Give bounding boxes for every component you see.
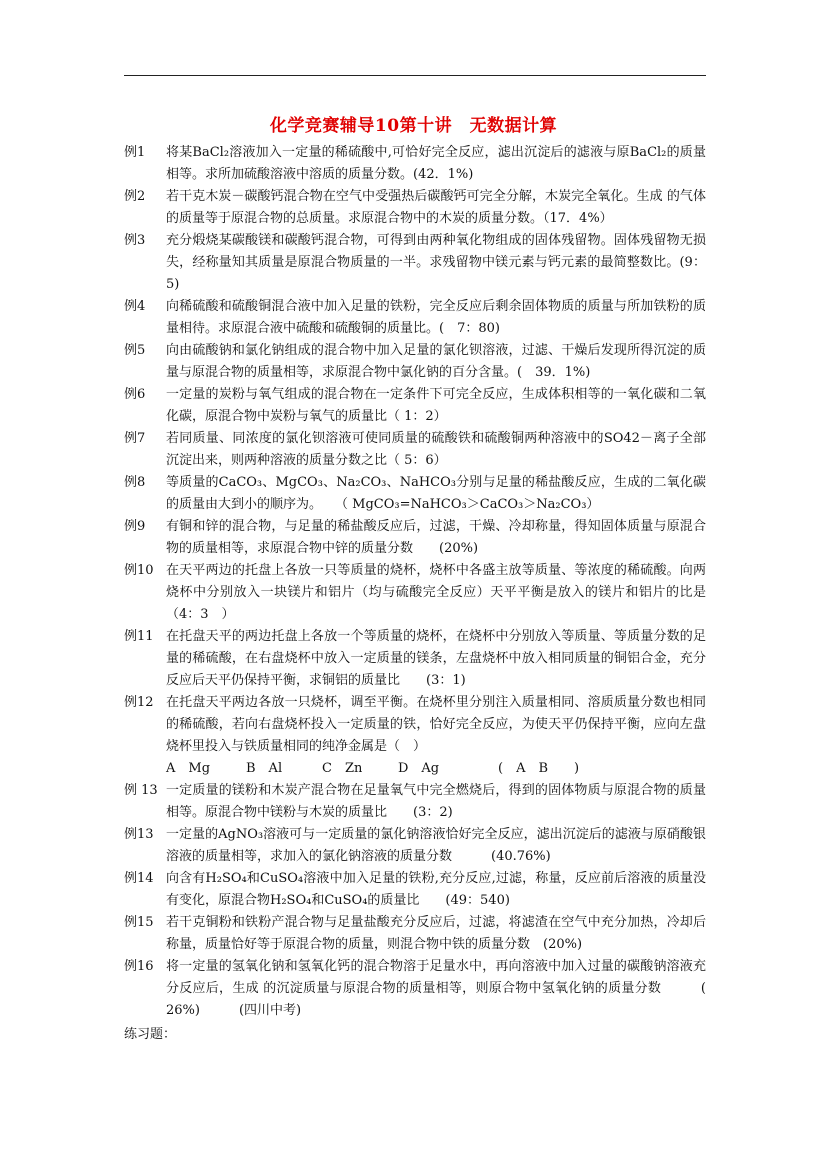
option-c: C Zn — [322, 761, 363, 776]
example-13a — [124, 780, 706, 824]
example-text: 一定量的AgNO₃溶液可与一定质量的氯化钠溶液恰好完全反应，滤出沉淀后的滤液与原硝酸银溶液的质量相等，求加入的氯化钠溶液的质量分数 (40.76%) — [166, 827, 706, 864]
example-12-options — [124, 758, 706, 780]
example-2 — [124, 186, 706, 230]
example-text: 若干克木炭－碳酸钙混合物在空气中受强热后碳酸钙可完全分解，木炭完全氧化。生成 的气体的质量等于原混合物的总质量。求原混合物中的木炭的质量分数。（17．4%） — [166, 189, 706, 226]
example-label: 例16 — [124, 959, 154, 974]
example-label: 例6 — [124, 387, 146, 402]
example-text: 充分煅烧某碳酸镁和碳酸钙混合物，可得到由两种氧化物组成的固体残留物。固体残留物无损失，经称量知其质量是原混合物质量的一半。求残留物中镁元素与钙元素的最简整数比。(9：5) — [166, 233, 706, 292]
example-12 — [124, 692, 706, 758]
example-label: 例15 — [124, 915, 154, 930]
example-3 — [124, 230, 706, 296]
example-label: 例7 — [124, 431, 146, 446]
example-label: 例 13 — [124, 783, 158, 798]
example-text: 向由硫酸钠和氯化钠组成的混合物中加入足量的氯化钡溶液，过滤、干燥后发现所得沉淀的质量与原混合物的质量相等，求原混合物中氯化钠的百分含量。( 39．1%) — [166, 343, 706, 380]
example-15 — [124, 912, 706, 956]
page-title: 化学竞赛辅导10第十讲 无数据计算 — [269, 116, 558, 136]
example-5 — [124, 340, 706, 384]
example-1 — [124, 142, 706, 186]
example-label: 例13 — [124, 827, 154, 842]
example-text: 一定量的炭粉与氧气组成的混合物在一定条件下可完全反应，生成体积相等的一氧化碳和二氧化碳，原混合物中炭粉与氧气的质量比（ 1：2） — [166, 387, 706, 424]
example-16 — [124, 956, 724, 1022]
example-14 — [124, 868, 706, 912]
example-10 — [124, 560, 706, 626]
example-4 — [124, 296, 706, 340]
example-label: 例8 — [124, 475, 146, 490]
example-label: 例11 — [124, 629, 154, 644]
example-text: 在托盘天平的两边托盘上各放一个等质量的烧杯，在烧杯中分别放入等质量、等质量分数的足量的稀硫酸，在右盘烧杯中放入一定质量的镁条，左盘烧杯中放入相同质量的铜铝合金，充分反应后天平仍保持平衡，求铜铝的质量比 (3：1) — [166, 629, 706, 688]
example-6 — [124, 384, 706, 428]
example-8 — [124, 472, 706, 516]
example-text: 将某BaCl₂溶液加入一定量的稀硫酸中,可恰好完全反应，滤出沉淀后的滤液与原BaCl₂的质量相等。求所加硫酸溶液中溶质的质量分数。(42．1%) — [166, 145, 706, 182]
example-text: 向稀硫酸和硫酸铜混合液中加入足量的铁粉，完全反应后剩余固体物质的质量与所加铁粉的质量相待。求原混合液中硫酸和硫酸铜的质量比。( 7：80) — [166, 299, 706, 336]
header-rule — [124, 75, 706, 76]
example-11 — [124, 626, 706, 692]
example-text: 一定质量的镁粉和木炭产混合物在足量氧气中完全燃烧后，得到的固体物质与原混合物的质量相等。原混合物中镁粉与木炭的质量比 (3：2) — [166, 783, 706, 820]
example-label: 例2 — [124, 189, 146, 204]
option-answer: ( A B ) — [498, 761, 580, 776]
example-label: 例12 — [124, 695, 154, 710]
example-label: 例3 — [124, 233, 146, 248]
example-label: 例10 — [124, 563, 154, 578]
example-label: 例14 — [124, 871, 154, 886]
practice-heading: 练习题： — [124, 1027, 177, 1042]
example-text: 有铜和锌的混合物，与足量的稀盐酸反应后，过滤，干燥、冷却称量，得知固体质量与原混合物的质量相等，求原混合物中锌的质量分数 (20%) — [166, 519, 706, 556]
example-text: 若干克铜粉和铁粉产混合物与足量盐酸充分反应后，过滤，将滤渣在空气中充分加热，冷却后称量，质量恰好等于原混合物的质量，则混合物中铁的质量分数 (20%) — [166, 915, 706, 952]
example-text: 将一定量的氢氧化钠和氢氧化钙的混合物溶于足量水中，再向溶液中加入过量的碳酸钠溶液充分反应后，生成 的沉淀质量与原混合物的质量相等，则原合物中氢氧化钠的质量分数 ( 26%) (四川中考) — [166, 959, 724, 1018]
example-9 — [124, 516, 706, 560]
example-label: 例4 — [124, 299, 146, 314]
option-a: A Mg — [166, 761, 211, 776]
example-label: 例5 — [124, 343, 146, 358]
example-text: 在托盘天平两边各放一只烧杯，调至平衡。在烧杯里分别注入质量相同、溶质质量分数也相同的稀硫酸，若向右盘烧杯投入一定质量的铁，恰好完全反应，为使天平仍保持平衡，应向左盘烧杯里投入与铁质量相同的纯净金属是（ ） — [166, 695, 706, 754]
option-d: D Ag — [398, 761, 440, 776]
example-text: 向含有H₂SO₄和CuSO₄溶液中加入足量的铁粉,充分反应,过滤，称量，反应前后溶液的质量没有变化，原混合物H₂SO₄和CuSO₄的质量比 (49：540) — [166, 871, 706, 908]
example-text: 等质量的CaCO₃、MgCO₃、Na₂CO₃、NaHCO₃分别与足量的稀盐酸反应，生成的二氧化碳的质量由大到小的顺序为。 （ MgCO₃=NaHCO₃＞CaCO₃＞Na₂CO₃） — [166, 475, 706, 512]
example-text: 若同质量、同浓度的氯化钡溶液可使同质量的硫酸铁和硫酸铜两种溶液中的SO42－离子全部沉淀出来，则两种溶液的质量分数之比（ 5：6） — [166, 431, 706, 468]
option-b: B Al — [246, 761, 283, 776]
example-label: 例9 — [124, 519, 146, 534]
example-7 — [124, 428, 706, 472]
example-label: 例1 — [124, 145, 146, 160]
example-text: 在天平两边的托盘上各放一只等质量的烧杯，烧杯中各盛主放等质量、等浓度的稀硫酸。向两烧杯中分别放入一块镁片和铝片（均与硫酸完全反应）天平平衡是放入的镁片和铝片的比是（4：3 ） — [166, 563, 706, 622]
example-13b — [124, 824, 706, 868]
document-body — [124, 142, 724, 1046]
